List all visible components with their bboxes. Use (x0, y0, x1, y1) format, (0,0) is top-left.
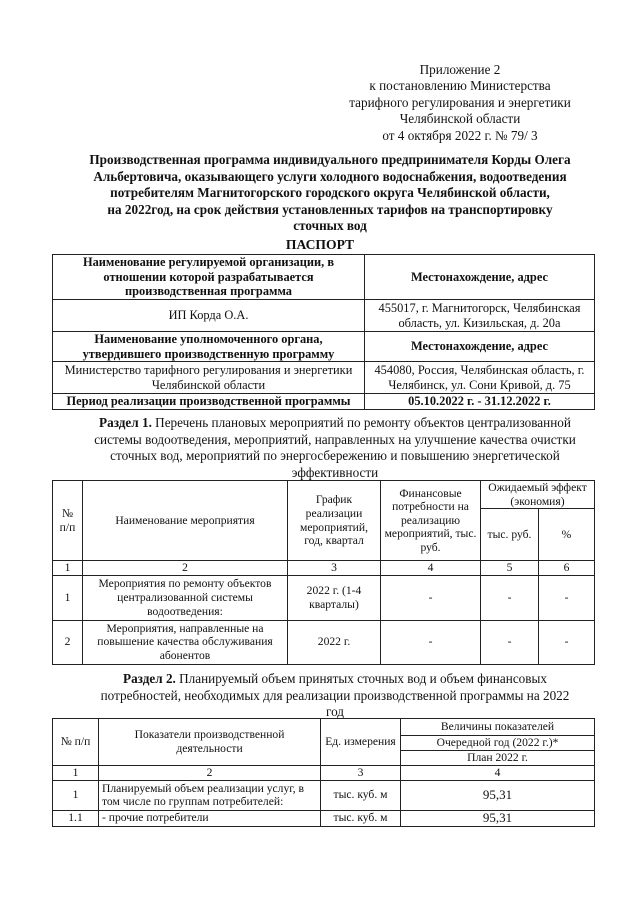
s1-header-num: № п/п (53, 481, 83, 561)
s1-row-num: 2 (53, 620, 83, 664)
s2-header-values: Величины показателей (401, 719, 595, 736)
s1-col-number: 3 (288, 561, 381, 576)
s1-row-rub: - (481, 575, 539, 620)
table-row (53, 620, 595, 664)
s2-header-plan: План 2022 г. (401, 751, 595, 766)
authority-header-cell: Наименование уполномоченного органа, утвердившего производственную программу (53, 332, 365, 362)
org-header-cell: Наименование регулируемой организации, в отношении которой разрабатывается производственная программа (53, 255, 365, 300)
s1-row-pct: - (539, 575, 595, 620)
period-label-cell: Период реализации производственной программы (53, 394, 365, 410)
s1-row-rub: - (481, 620, 539, 664)
s2-row-unit: тыс. куб. м (321, 780, 401, 810)
section1-heading (82, 415, 588, 481)
s1-header-name: Наименование мероприятия (83, 481, 288, 561)
title-line: Производственная программа индивидуального предпринимателя Корды Олега (89, 152, 571, 167)
s2-row-unit: тыс. куб. м (321, 810, 401, 826)
s2-row-indicator: Планируемый объем реализации услуг, в том числе по группам потребителей: (99, 780, 321, 810)
s1-col-number: 2 (83, 561, 288, 576)
appendix-line: тарифного регулирования и энергетики (349, 94, 571, 110)
s2-row-value: 95,31 (401, 780, 595, 810)
appendix-line: к постановлению Министерства (369, 78, 551, 94)
org-address-cell: 455017, г. Магнитогорск, Челябинская область, ул. Кизильская, д. 20а (365, 300, 595, 332)
s1-header-effect: Ожидаемый эффект (экономия) (481, 481, 595, 509)
appendix-line: Приложение 2 (419, 62, 501, 77)
s1-row-name: Мероприятия по ремонту объектов централизованной системы водоотведения: (83, 575, 288, 620)
s2-header-unit: Ед. измерения (321, 719, 401, 766)
s1-row-finance: - (381, 575, 481, 620)
s1-col-number: 4 (381, 561, 481, 576)
table-row (53, 810, 595, 826)
s1-col-number: 5 (481, 561, 539, 576)
s1-row-finance: - (381, 620, 481, 664)
s1-header-finance: Финансовые потребности на реализацию мероприятий, тыс. руб. (381, 481, 481, 561)
s1-row-name: Мероприятия, направленные на повышение качества обслуживания абонентов (83, 620, 288, 664)
s2-header-next-year: Очередной год (2022 г.)* (401, 736, 595, 751)
s2-header-indicator: Показатели производственной деятельности (99, 719, 321, 766)
s1-header-schedule: График реализации мероприятий, год, квартал (288, 481, 381, 561)
authority-address-cell: 454080, Россия, Челябинская область, г. Челябинск, ул. Сони Кривой, д. 75 (365, 362, 595, 394)
title-line: на 2022год, на срок действия установленных тарифов на транспортировку (107, 201, 553, 217)
s1-row-schedule: 2022 г. (1-4 кварталы) (288, 575, 381, 620)
s1-col-number: 1 (53, 561, 83, 576)
s2-header-num: № п/п (53, 719, 99, 766)
section1-text: Перечень плановых мероприятий по ремонту объектов централизованной системы водоотведения, мероприятий, направленных на улучшение качества очистки сточных вод, мероприятий по энергосбережению и повышению энергетической эффективности (94, 415, 576, 480)
s2-col-number: 3 (321, 766, 401, 781)
s1-row-schedule: 2022 г. (288, 620, 381, 664)
s1-header-effect-rub: тыс. руб. (481, 509, 539, 561)
s1-header-effect-pct: % (539, 509, 595, 561)
s2-col-number: 1 (53, 766, 99, 781)
s1-row-pct: - (539, 620, 595, 664)
section1-table (52, 480, 595, 665)
appendix-line: от 4 октября 2022 г. № 79/ 3 (382, 127, 538, 143)
s2-row-indicator: - прочие потребители (99, 810, 321, 826)
s1-col-number: 6 (539, 561, 595, 576)
section2-heading (95, 671, 575, 721)
appendix-block (330, 62, 590, 144)
s1-row-num: 1 (53, 575, 83, 620)
section1-label: Раздел 1. (99, 415, 152, 430)
title-line: потребителям Магнитогорского городского округа Челябинской области, (110, 185, 550, 201)
section2-label: Раздел 2. (123, 671, 176, 686)
s2-col-number: 2 (99, 766, 321, 781)
authority-location-header-cell: Местонахождение, адрес (365, 332, 595, 362)
passport-table (52, 254, 595, 410)
s2-row-num: 1.1 (53, 810, 99, 826)
title-line: Альбертовича, оказывающего услуги холодного водоснабжения, водоотведения (93, 168, 567, 184)
s2-col-number: 4 (401, 766, 595, 781)
appendix-line: Челябинской области (399, 111, 521, 127)
authority-name-cell: Министерство тарифного регулирования и энергетики Челябинской области (53, 362, 365, 394)
table-row (53, 575, 595, 620)
title-line: сточных вод (293, 218, 367, 234)
location-header-cell: Местонахождение, адрес (365, 255, 595, 300)
section2-table (52, 718, 595, 827)
table-row (53, 780, 595, 810)
s2-row-num: 1 (53, 780, 99, 810)
period-value-cell: 05.10.2022 г. - 31.12.2022 г. (365, 394, 595, 410)
org-name-cell: ИП Корда О.А. (53, 300, 365, 332)
s2-row-value: 95,31 (401, 810, 595, 826)
document-title (70, 152, 590, 235)
passport-heading: ПАСПОРТ (285, 237, 355, 252)
section2-text: Планируемый объем принятых сточных вод и объем финансовых потребностей, необходимых для реализации производственной программы на 2022 год (100, 671, 570, 720)
